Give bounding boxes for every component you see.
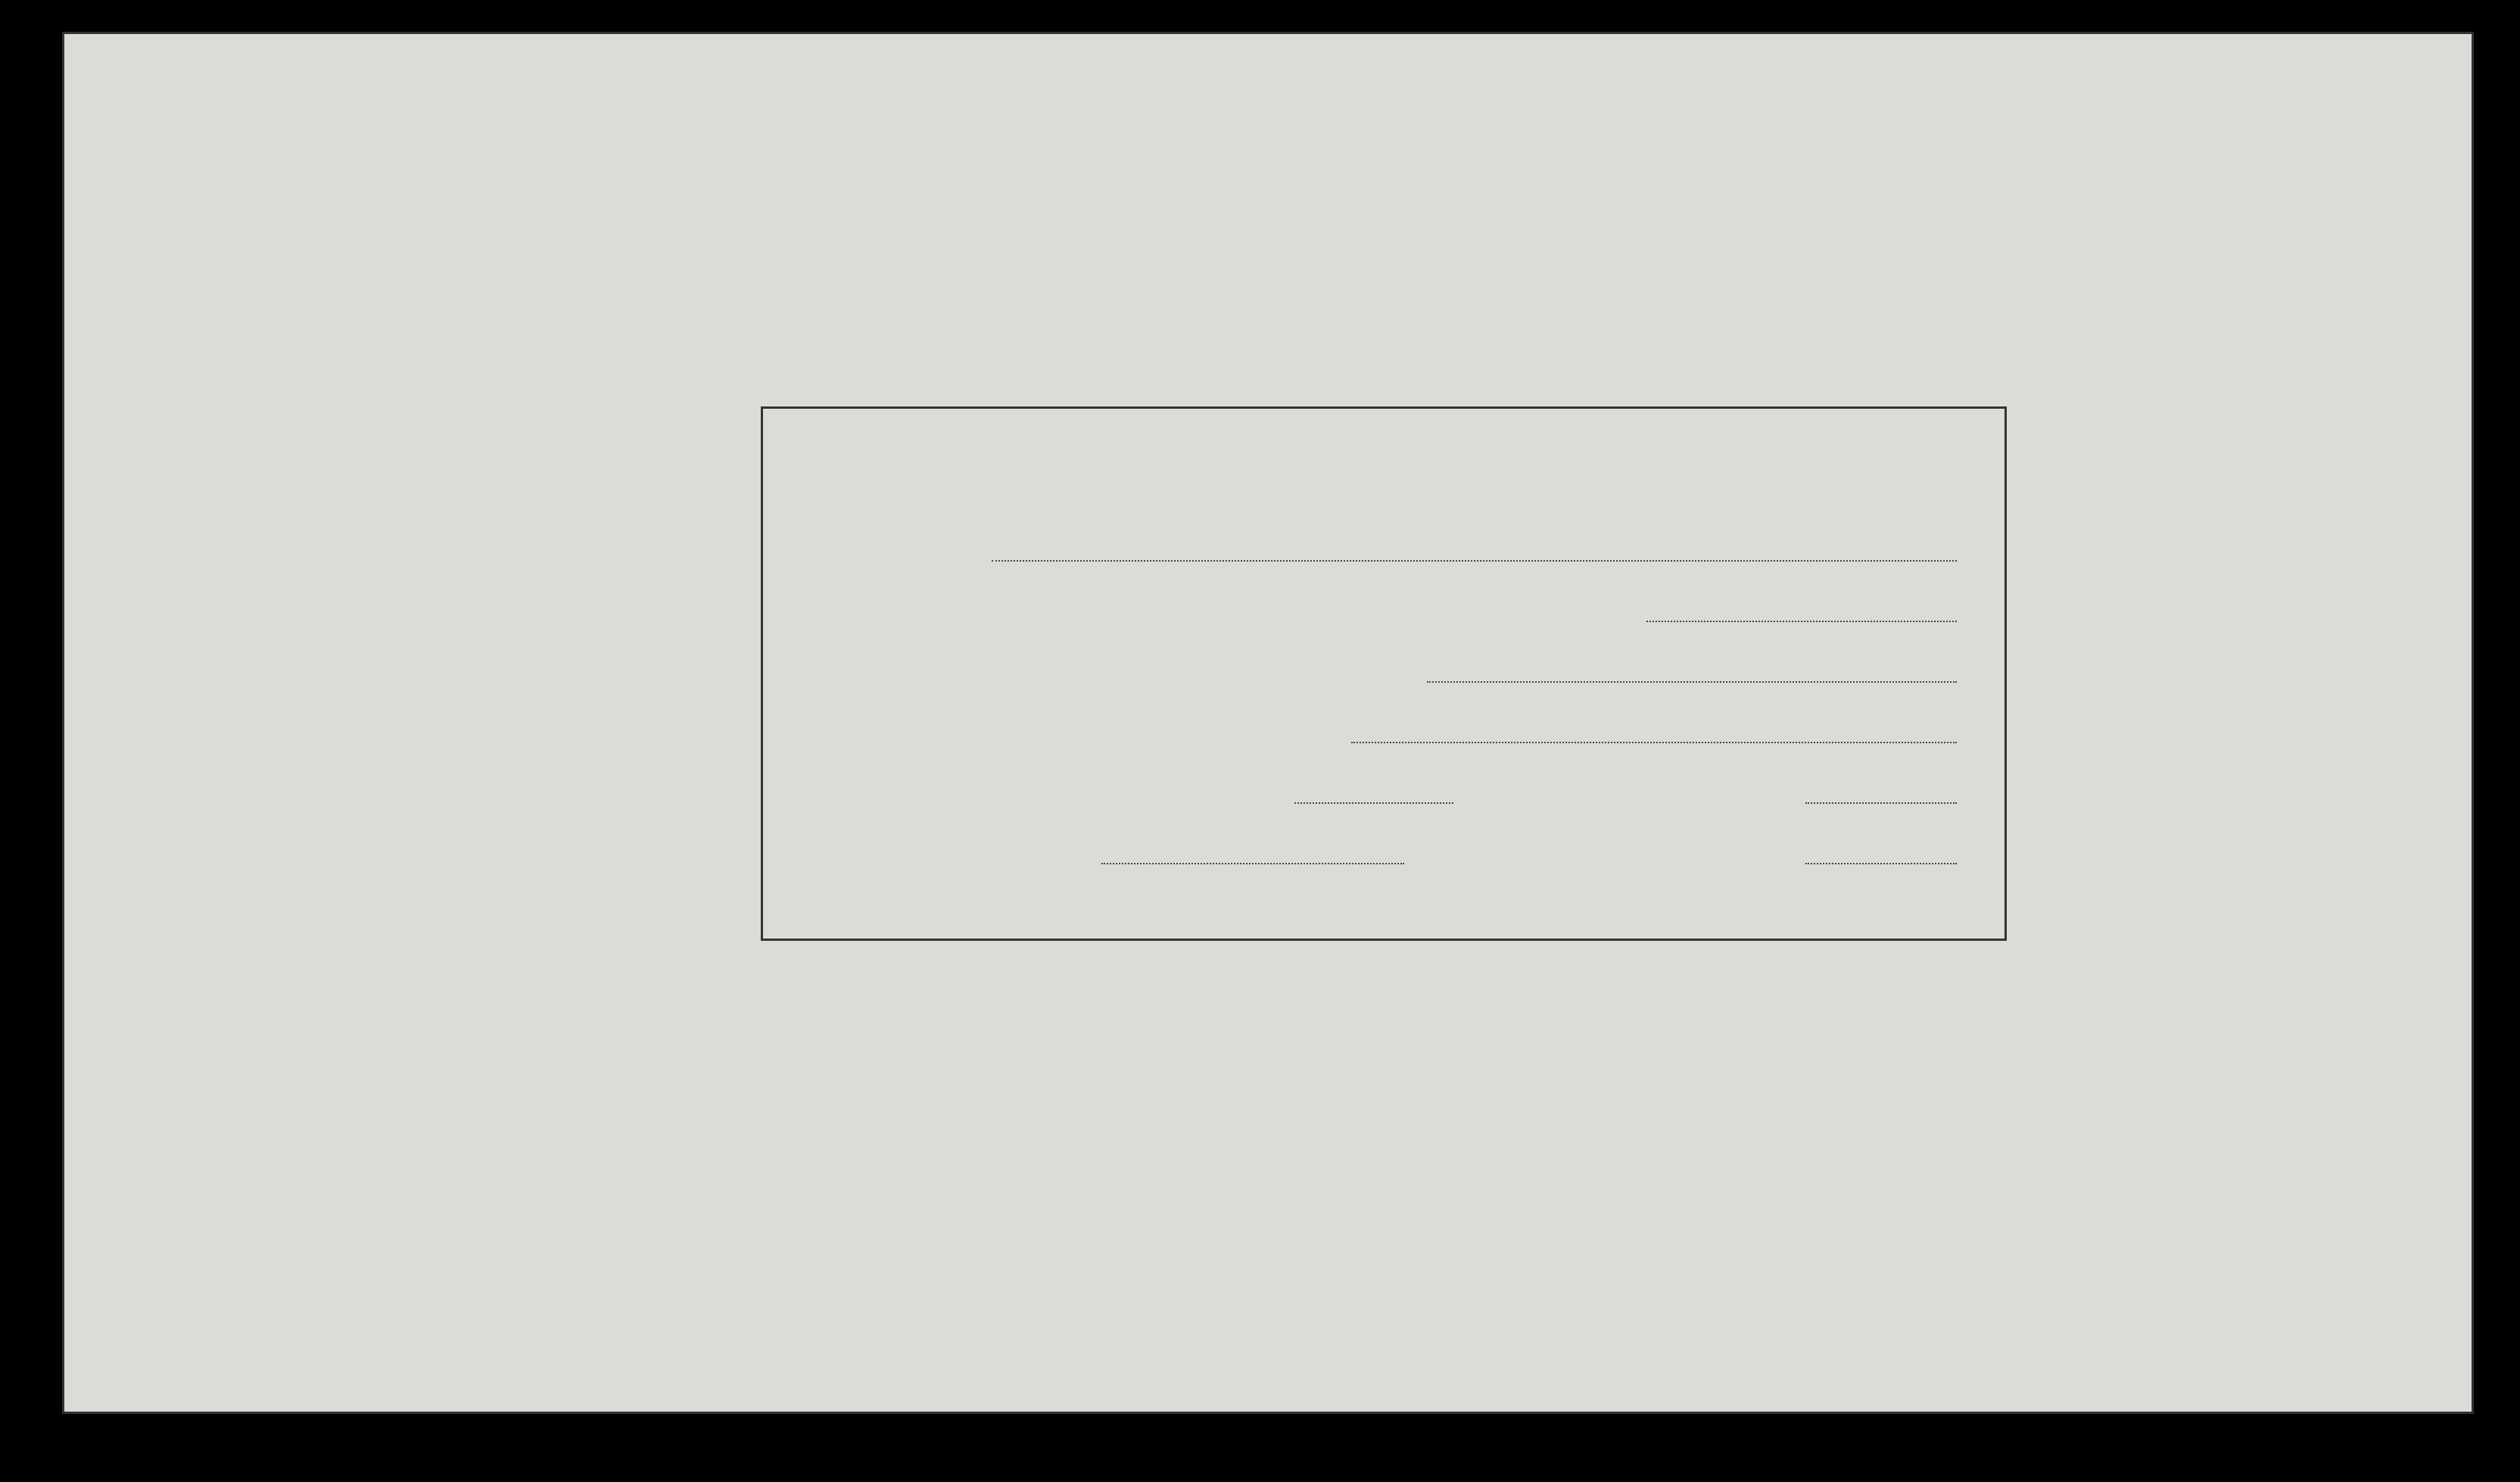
answer-line	[1351, 742, 1957, 743]
answer-line	[1101, 863, 1404, 864]
answer-line	[1294, 802, 1453, 804]
answer-line	[1805, 863, 1957, 864]
answer-line	[992, 560, 1957, 562]
answer-line	[1427, 681, 1957, 683]
census-card-sheet	[62, 32, 2474, 1414]
private-farm-box	[761, 406, 2007, 941]
answer-line	[1646, 621, 1957, 622]
answer-line	[1805, 802, 1957, 804]
